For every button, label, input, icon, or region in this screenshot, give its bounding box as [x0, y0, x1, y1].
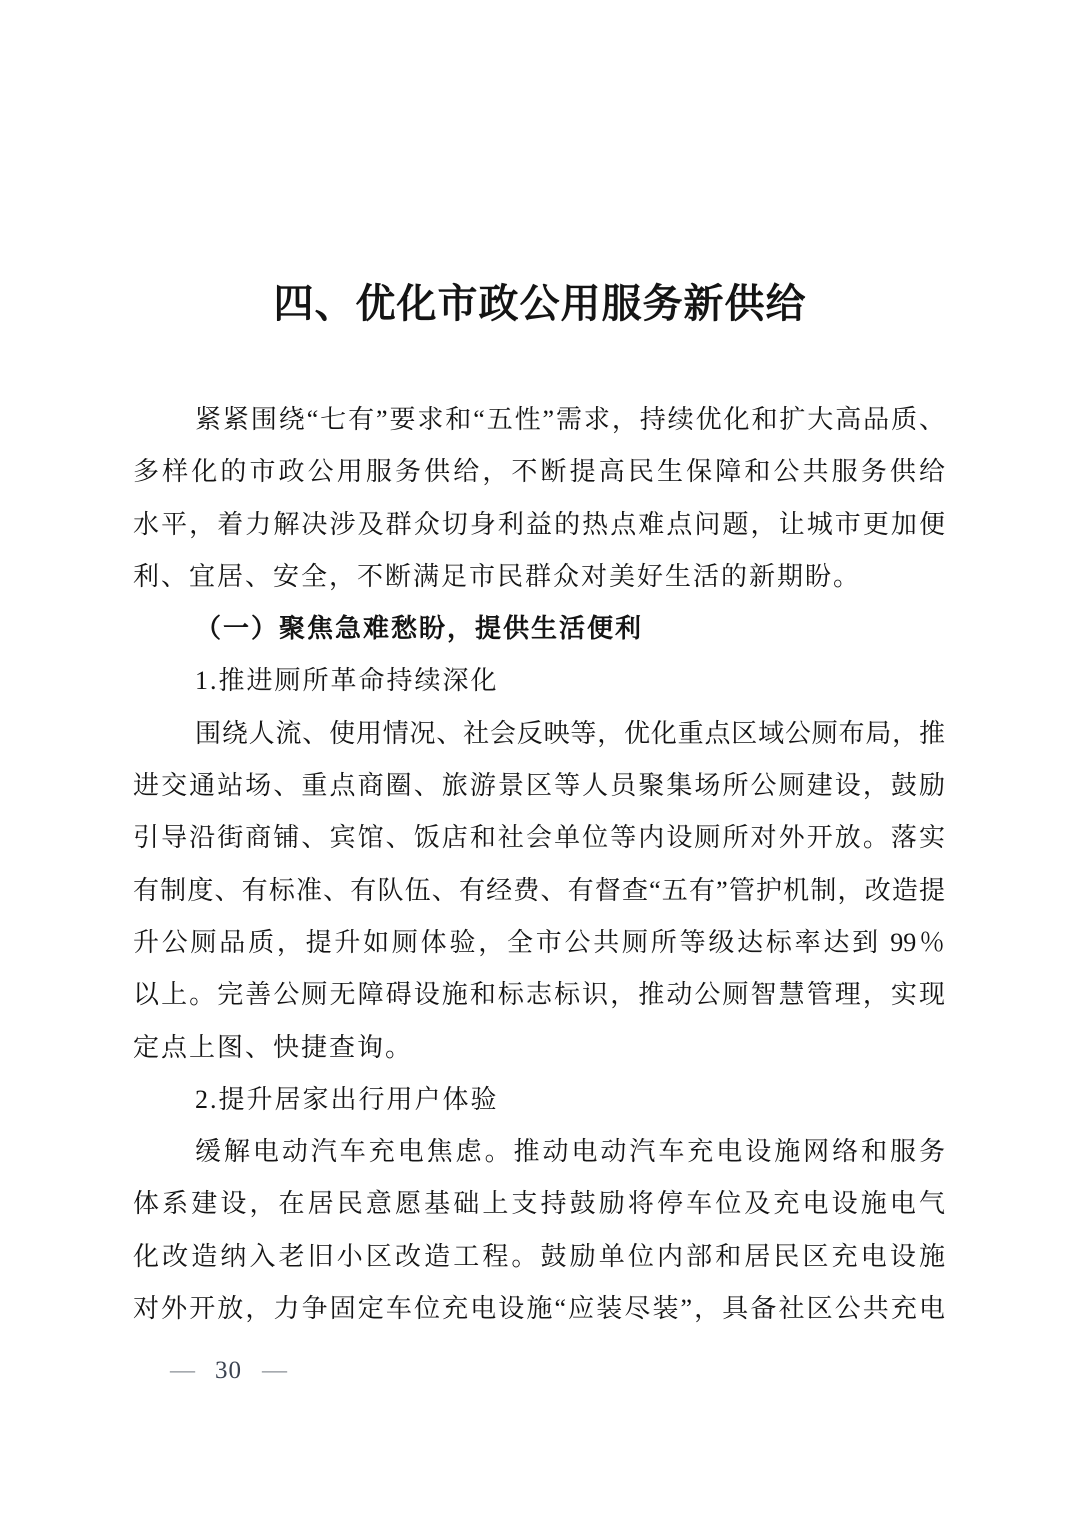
footer-dash-right: — — [262, 1357, 287, 1384]
section-heading: （一）聚焦急难愁盼，提供生活便利 — [195, 614, 644, 644]
paragraph-line: 紧紧围绕“七有”要求和“五性”需求，持续优化和扩大高品质、 — [195, 405, 945, 434]
document-body — [133, 394, 945, 1335]
paragraph-line: 定点上图、快捷查询。 — [133, 1032, 414, 1062]
paragraph-line: 以上。完善公厕无障碍设施和标志标识，推动公厕智慧管理，实现 — [133, 980, 945, 1010]
paragraph-line: 有制度、有标准、有队伍、有经费、有督查“五有”管护机制，改造提 — [133, 875, 945, 905]
page-number: 30 — [215, 1357, 242, 1384]
paragraph-line: 利、宜居、安全，不断满足市民群众对美好生活的新期盼。 — [133, 561, 862, 591]
paragraph-line: 缓解电动汽车充电焦虑。推动电动汽车充电设施网络和服务 — [195, 1137, 945, 1167]
footer-dash-left: — — [170, 1357, 195, 1384]
paragraph-line: 化改造纳入老旧小区改造工程。鼓励单位内部和居民区充电设施 — [133, 1241, 945, 1271]
subsection-heading-2: 2.提升居家出行用户体验 — [195, 1084, 499, 1114]
paragraph-line: 升公厕品质，提升如厕体验，全市公共厕所等级达标率达到 99％ — [133, 927, 945, 957]
page-title: 四、优化市政公用服务新供给 — [273, 281, 807, 326]
paragraph-line: 对外开放，力争固定车位充电设施“应装尽装”，具备社区公共充电 — [133, 1294, 945, 1324]
subsection-heading-1: 1.推进厕所革命持续深化 — [195, 666, 499, 696]
paragraph-line: 进交通站场、重点商圈、旅游景区等人员聚集场所公厕建设，鼓励 — [133, 771, 945, 801]
paragraph-line: 引导沿街商铺、宾馆、饭店和社会单位等内设厕所对外开放。落实 — [133, 823, 945, 853]
paragraph-line: 体系建设，在居民意愿基础上支持鼓励将停车位及充电设施电气 — [133, 1189, 945, 1219]
paragraph-line: 水平，着力解决涉及群众切身利益的热点难点问题，让城市更加便 — [133, 509, 945, 539]
paragraph-line: 多样化的市政公用服务供给，不断提高民生保障和公共服务供给 — [133, 457, 945, 487]
paragraph-line: 围绕人流、使用情况、社会反映等，优化重点区域公厕布局，推 — [195, 718, 945, 748]
page-footer — [170, 1356, 287, 1386]
